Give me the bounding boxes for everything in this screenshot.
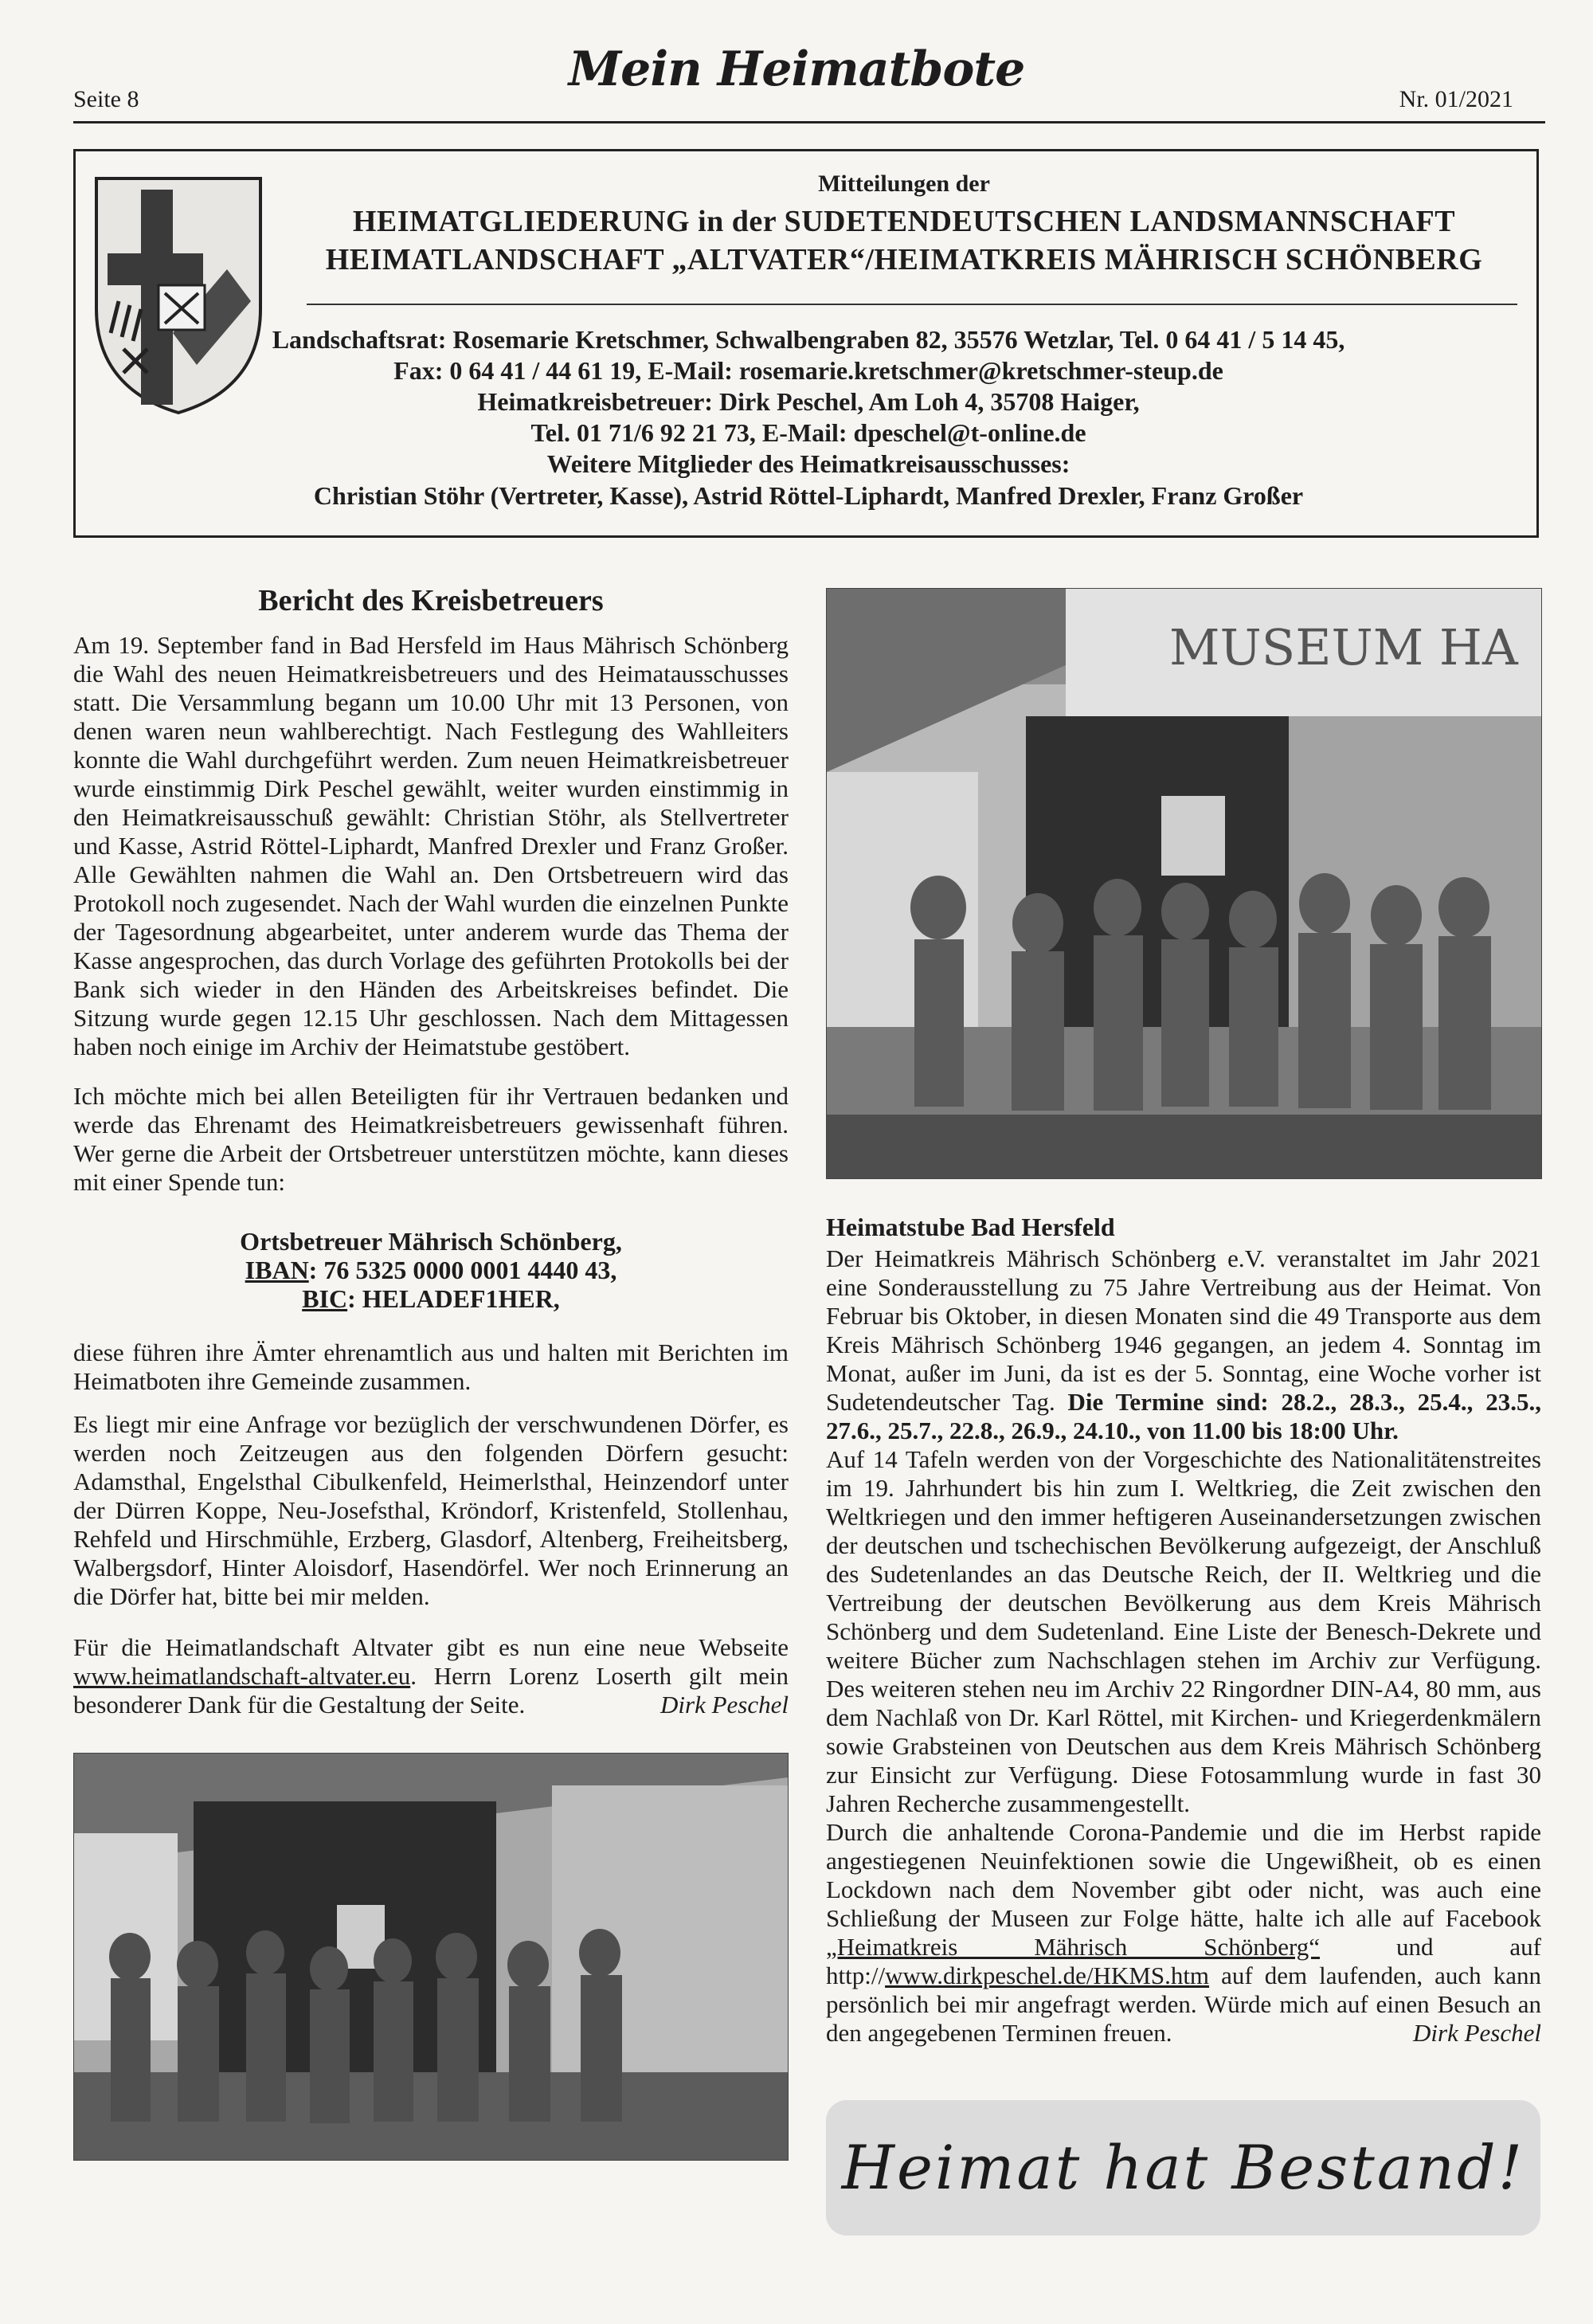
infobox-title-2: HEIMATLANDSCHAFT „ALTVATER“/HEIMATKREIS MÄHRISCH SCHÖNBERG	[325, 243, 1483, 276]
article-paragraph: Es liegt mir eine Anfrage vor bezüglich der verschwundenen Dörfer, es werden noch Zeitzeugen aus den folgenden Dörfern gesucht: Adamsthal, Engelsthal Cibulkenfeld, Heimerlsthal, Heinzendorf unter der Dürren Koppe, Neu-Josefsthal, Kröndorf, Kristenfeld, Stollenhau, Rehfeld und Hirschmühle, Erzberg, Glasdorf, Altenberg, Freiheitsberg, Walbergsdorf, Hinter Aloisdorf, Hasendörfel. Wer noch Erinnerung an die Dörfer hat, bitte bei mir melden.	[73, 1410, 789, 1610]
motto-banner	[826, 2100, 1540, 2236]
motto-text: Heimat hat Bestand!	[841, 2132, 1525, 2203]
masthead: Mein Heimatbote	[568, 41, 1025, 97]
bank-details	[73, 1227, 789, 1313]
article-heading: Bericht des Kreisbetreuers	[258, 584, 604, 617]
header-rule	[73, 121, 1545, 123]
issue-number: Nr. 01/2021	[1399, 86, 1513, 112]
text: auf dem laufenden, auch kann persönlich bei mir angefragt werden. Würde mich auf einen Besuch an den angegebenen Terminen freuen.	[826, 1961, 1541, 2047]
exhibition-heading: Heimatstube Bad Hersfeld	[826, 1213, 1115, 1241]
article-paragraph: diese führen ihre Ämter ehrenamtlich aus und halten mit Berichten im Heimatboten ihre Gemeinde zusammen.	[73, 1338, 789, 1395]
contact-line: Fax: 0 64 41 / 44 61 19, E-Mail: rosemarie.kretschmer@kretschmer-steup.de	[393, 356, 1223, 385]
association-infobox	[73, 149, 1539, 538]
exhibition-dates: Die Termine sind: 28.2., 28.3., 25.4., 23.5., 27.6., 25.7., 22.8., 26.9., 24.10., von 11.00 bis 18:00 Uhr.	[826, 1388, 1542, 1444]
contact-line: Christian Stöhr (Vertreter, Kasse), Astrid Röttel-Liphardt, Manfred Drexler, Franz Großer	[313, 481, 1304, 510]
contact-line: Tel. 01 71/6 92 21 73, E-Mail: dpeschel@t-online.de	[530, 418, 1086, 447]
contact-line: Landschaftsrat: Rosemarie Kretschmer, Schwalbengraben 82, 35576 Wetzlar, Tel. 0 64 41 / 5 14 45,	[272, 325, 1345, 354]
page-number: Seite 8	[73, 86, 139, 112]
text: Durch die anhaltende Corona-Pandemie und die im Herbst rapide angestiegenen Neuinfektionen sowie die Ungewißheit, ob es einen Lockdown nach dem November gibt oder nicht, was auch eine Schließung der Museen zur Folge hätte, halte ich alle auf Facebook	[826, 1818, 1541, 1932]
infobox-subtitle: Mitteilungen der	[818, 170, 990, 197]
website-link[interactable]: www.dirkpeschel.de/HKMS.htm	[885, 1961, 1210, 1989]
bic-line	[73, 1284, 789, 1313]
facebook-link[interactable]: „Heimatkreis Mährisch Schönberg“	[826, 1933, 1321, 1961]
contact-line: Heimatkreisbetreuer: Dirk Peschel, Am Loh 4, 35708 Haiger,	[477, 387, 1140, 416]
exhibition-text	[826, 1244, 1541, 2048]
text: Auf 14 Tafeln werden von der Vorgeschichte des Nationalitätenstreites im 19. Jahrhundert bis hin zum I. Weltkrieg, die Zeit zwischen den Weltkriegen und den immer heftigeren Auseinandersetzungen zwischen der deutschen und tschechischen Bevölkerung aufgezeigt, der Anschluß des Sudetenlandes an das Deutsche Reich, der II. Weltkrieg und die Vertreibung der deutschen Bevölkerung aus dem Kreis Mährisch Schönberg und dem Sudetenland. Eine Liste der Benesch-Dekrete und weitere Bücher zum Nachschlagen stehen im Archiv zur Verfügung. Des weiteren stehen neu im Archiv 22 Ringordner DIN-A4, 80 mm, aus dem Nachlaß von Dr. Karl Röttel, mit Kirchen- und Kriegerdenkmälern sowie Grabsteinen von Deutschen aus dem Kreis Mährisch Schönberg zur Einsicht zur Verfügung. Diese Fotosammlung wurde in fast 30 Jahren Recherche zusammengestellt.	[826, 1445, 1541, 1817]
text: und auf http://	[826, 1933, 1541, 1989]
infobox-rule	[307, 304, 1517, 305]
article-paragraph: Ich möchte mich bei allen Beteiligten für ihr Vertrauen bedanken und werde das Ehrenamt des Heimatkreisbetreuers gewissenhaft führen. Wer gerne die Arbeit der Ortsbetreuer unterstützen möchte, kann dieses mit einer Spende tun:	[73, 1082, 789, 1196]
contact-line: Weitere Mitglieder des Heimatkreisausschusses:	[546, 449, 1070, 478]
signature: Dirk Peschel	[1413, 2019, 1541, 2047]
bank-account-name: Ortsbetreuer Mährisch Schönberg,	[240, 1227, 622, 1256]
infobox-title-1: HEIMATGLIEDERUNG in der SUDETENDEUTSCHEN LANDSMANNSCHAFT	[352, 205, 1456, 238]
website-link[interactable]: www.heimatlandschaft-altvater.eu	[73, 1662, 411, 1690]
group-photo-museum	[826, 588, 1542, 1179]
bic-label: BIC	[302, 1284, 348, 1313]
iban-line	[73, 1256, 789, 1284]
group-photo-entrance	[73, 1753, 789, 2161]
text: . Herrn Lorenz Loserth gilt mein besonderer Dank für die Gestaltung der Seite.	[73, 1662, 789, 1719]
iban-value: : 76 5325 0000 0001 4440 43,	[308, 1256, 617, 1284]
article-paragraph: Am 19. September fand in Bad Hersfeld im Haus Mährisch Schönberg die Wahl des neuen Heimatkreisbetreuers und des Heimatausschusses statt. Die Versammlung begann um 10.00 Uhr mit 13 Personen, von denen waren neun wahlberechtigt. Nach Festlegung des Wahlleiters konnte die Wahl durchgeführt werden. Zum neuen Heimatkreisbetreuer wurde einstimmig Dirk Peschel gewählt, weiter wurden einstimmig in den Heimatkreisausschuß gewählt: Christian Stöhr, als Stellvertreter und Kasse, Astrid Röttel-Liphardt, Manfred Drexler und Franz Großer. Alle Gewählten nahmen die Wahl an. Den Ortsbetreuern wird das Protokoll noch zugesendet. Nach der Wahl wurden die einzelnen Punkte der Tagesordnung abgearbeitet, unter anderem wurde das Thema der Kasse angesprochen, das durch Vorlage des geführten Protokolls bei der Bank sich wieder in den Händen des Arbeitskreises befindet. Die Sitzung wurde gegen 12.15 Uhr geschlossen. Nach dem Mittagessen haben noch einige im Archiv der Heimatstube gestöbert.	[73, 631, 789, 1060]
iban-label: IBAN	[245, 1256, 309, 1284]
signature: Dirk Peschel	[660, 1691, 789, 1719]
text: Für die Heimatlandschaft Altvater gibt es nun eine neue Webseite	[73, 1633, 789, 1661]
article-paragraph	[73, 1633, 789, 1719]
museum-sign: MUSEUM HA	[1169, 618, 1518, 676]
bic-value: : HELADEF1HER,	[347, 1284, 560, 1313]
text: Der Heimatkreis Mährisch Schönberg e.V. veranstaltet im Jahr 2021 eine Sonderausstellung zu 75 Jahre Vertreibung aus der Heimat. Von Februar bis Oktober, in diesen Monaten sind die 49 Transporte aus dem Kreis Mährisch Schönberg 1946 gegangen, an jedem 4. Sonntag im Monat, außer im Juni, da ist es der 5. Sonntag, eine Woche vorher ist Sudetendeutscher Tag.	[826, 1244, 1541, 1416]
